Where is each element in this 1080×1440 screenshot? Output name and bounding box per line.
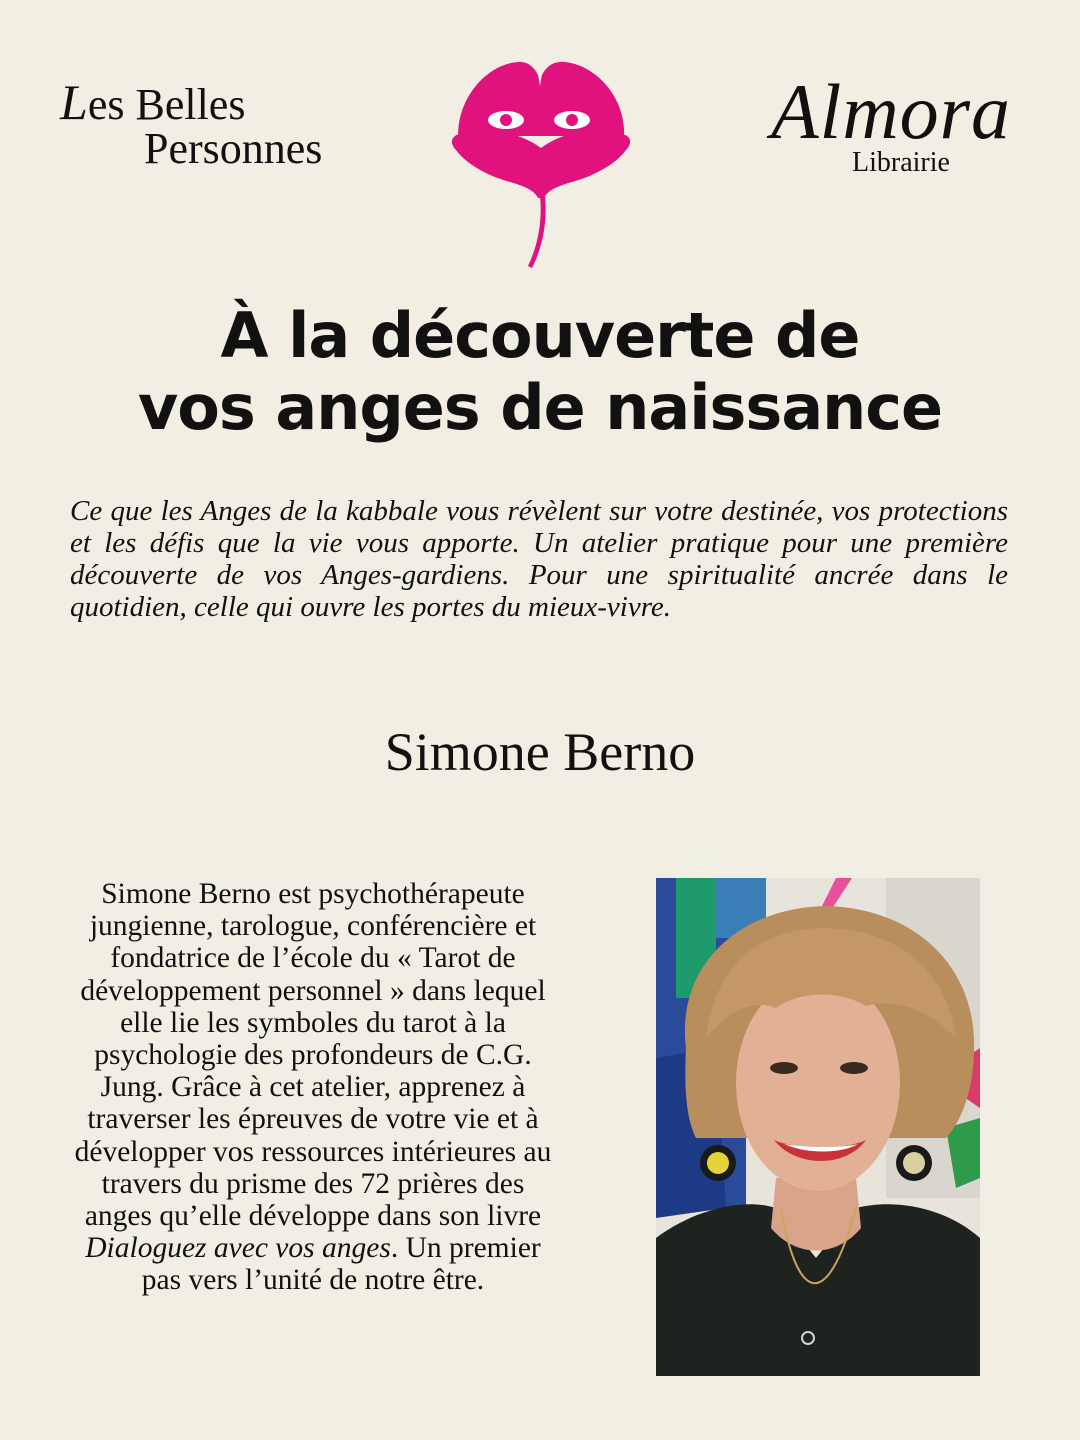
- portrait-photo: [656, 878, 980, 1376]
- page-title-line2: vos anges de naissance: [137, 371, 943, 444]
- ginkgo-leaf-shape: [452, 130, 630, 198]
- logo-almora-brand: Almora: [771, 68, 1011, 155]
- author-bio-part1: Simone Berno est psychothérapeute jungienne, tarologue, conférencière et fondatrice de l’école du « Tarot de développement personnel » dans lequel elle lie les symboles du tarot à la psychologie des profondeurs de C.G. Jung. Grâce à cet atelier, apprenez à traverser les épreuves de votre vie et à développer vos ressources intérieures au travers du prisme des 72 prières des anges qu’elle développe dans son livre: [74, 878, 552, 1233]
- intro-paragraph: Ce que les Anges de la kabbale vous révèlent sur votre destinée, vos protections et les défis que la vie vous apporte. Un atelier pratique pour une première découverte de vos Anges-gardiens. Pour une spiritualité ancrée dans le quotidien, celle qui ouvre les portes du mieux-vivre.: [70, 495, 1008, 623]
- author-name: Simone Berno: [384, 722, 696, 782]
- logo-left-line1-text: es Belles: [87, 80, 246, 129]
- logo-left-line1: [60, 74, 350, 130]
- right-earring-inner: [903, 1152, 925, 1174]
- logo-left-script-letter: L: [60, 74, 88, 130]
- logo-almora-sub: Librairie: [852, 147, 950, 178]
- ginkgo-leaf-eyes-icon: [448, 56, 634, 270]
- logo-almora-librairie: [760, 68, 1022, 178]
- author-bio: [68, 878, 558, 1297]
- page-title-line1: À la découverte de: [220, 299, 860, 372]
- portrait-left-eye: [770, 1062, 798, 1074]
- left-earring-inner: [707, 1152, 729, 1174]
- ginkgo-stem: [528, 196, 546, 268]
- author-bio-part2: . Un premier pas vers l’unité de notre être.: [141, 1232, 541, 1297]
- book-title: Dialoguez avec vos anges: [85, 1232, 391, 1265]
- logo-left-line2: Personnes: [144, 124, 323, 173]
- logo-les-belles-personnes: [60, 74, 350, 173]
- page-title: [40, 300, 1040, 444]
- left-eye-pupil: [500, 114, 512, 126]
- right-eye-pupil: [566, 114, 578, 126]
- portrait-right-eye: [840, 1062, 868, 1074]
